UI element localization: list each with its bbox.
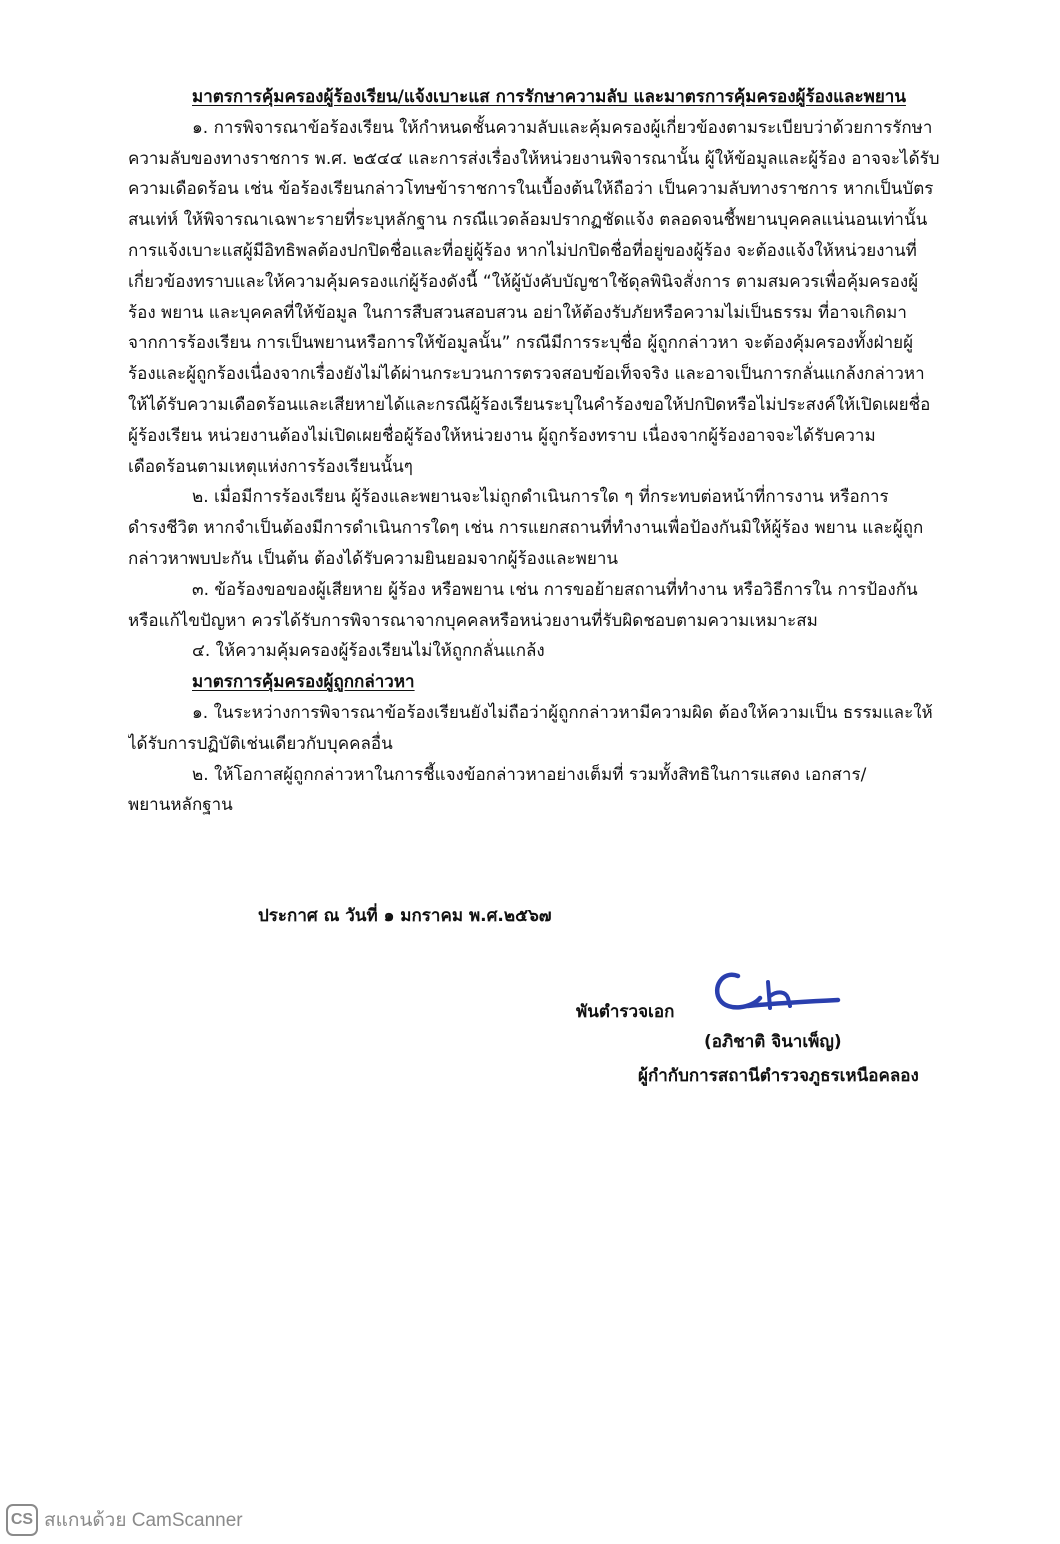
accused-section-1 [128,698,950,760]
section-4 [128,636,950,667]
signer-name: (อภิชาติ จินาเพ็ญ) [704,1032,842,1052]
section-1-line: สนเท่ห์ ให้พิจารณาเฉพาะรายที่ระบุหลักฐาน กรณีแวดล้อมปรากฏชัดแจ้ง ตลอดจนชี้พยานบุคคลแน่นอนเท่านั้น [128,210,928,231]
section-1-line: ความลับของทางราชการ พ.ศ. ๒๕๔๔ และการส่งเรื่องให้หน่วยงานพิจารณานั้น ผู้ให้ข้อมูลและผู้ร้อง อาจจะได้รับ [128,148,940,169]
main-heading: มาตรการคุ้มครองผู้ร้องเรียน/แจ้งเบาะแส การรักษาความลับ และมาตรการคุ้มครองผู้ร้องและพยาน [192,87,906,107]
document-body [128,82,950,821]
section-2-line: ดำรงชีวิต หากจำเป็นต้องมีการดำเนินการใดๆ เช่น การแยกสถานที่ทำงานเพื่อป้องกันมิให้ผู้ร้อง พยาน และผู้ถูก [128,518,924,539]
camscanner-watermark [6,1502,243,1538]
section-1-line: ความเดือดร้อน เช่น ข้อร้องเรียนกล่าวโทษข้าราชการในเบื้องต้นให้ถือว่า เป็นความลับทางราชการ หากเป็นบัตร [128,179,934,200]
accused-section-2-line: ๒. ให้โอกาสผู้ถูกกล่าวหาในการชี้แจงข้อกล่าวหาอย่างเต็มที่ รวมทั้งสิทธิในการแสดง เอกสาร/ [192,764,867,785]
section-3-line: ๓. ข้อร้องขอของผู้เสียหาย ผู้ร้อง หรือพยาน เช่น การขอย้ายสถานที่ทำงาน หรือวิธีการใน การป้องกัน [192,579,918,600]
section-1 [128,113,950,483]
section-1-line: เดือดร้อนตามเหตุแห่งการร้องเรียนนั้นๆ [128,456,413,477]
section-1-line: ๑. การพิจารณาข้อร้องเรียน ให้กำหนดชั้นความลับและคุ้มครองผู้เกี่ยวข้องตามระเบียบว่าด้วยการรักษา [192,117,933,138]
section-1-line: ผู้ร้องเรียน หน่วยงานต้องไม่เปิดเผยชื่อผู้ร้องให้หน่วยงาน ผู้ถูกร้องทราบ เนื่องจากผู้ร้องอาจจะได้รับความ [128,425,876,446]
sub-heading: มาตรการคุ้มครองผู้ถูกกล่าวหา [192,672,415,693]
section-1-line: ให้ได้รับความเดือดร้อนและเสียหายได้และกรณีผู้ร้องเรียนระบุในคำร้องขอให้ปกปิดหรือไม่ประสงค์ให้เปิดเผยชื่อ [128,394,931,415]
signature-block [576,962,996,1102]
section-3-line: หรือแก้ไขปัญหา ควรได้รับการพิจารณาจากบุคคลหรือหน่วยงานที่รับผิดชอบตามความเหมาะสม [128,610,818,631]
signer-title: ผู้กำกับการสถานีตำรวจภูธรเหนือคลอง [638,1066,919,1086]
camscanner-logo-icon: CS [6,1504,38,1536]
handwritten-signature [708,962,848,1032]
accused-section-2 [128,760,950,822]
signer-rank: พันตำรวจเอก [576,1002,675,1022]
section-1-line: เกี่ยวข้องทราบและให้ความคุ้มครองแก่ผู้ร้องดังนี้ “ให้ผู้บังคับบัญชาใช้ดุลพินิจสั่งการ ตามสมควรเพื่อคุ้มครองผู้ [128,271,919,292]
section-1-line: จากการร้องเรียน การเป็นพยานหรือการให้ข้อมูลนั้น” กรณีมีการระบุชื่อ ผู้ถูกกล่าวหา จะต้องคุ้มครองทั้งฝ่ายผู้ [128,333,914,354]
section-3 [128,575,950,637]
section-1-line: ร้องและผู้ถูกร้องเนื่องจากเรื่องยังไม่ได้ผ่านกระบวนการตรวจสอบข้อเท็จจริง และอาจเป็นการกลั่นแกล้งกล่าวหา [128,364,925,385]
watermark-text: สแกนด้วย CamScanner [44,1510,243,1531]
accused-section-2-line: พยานหลักฐาน [128,795,233,816]
accused-section-1-line: ได้รับการปฏิบัติเช่นเดียวกับบุคคลอื่น [128,733,393,754]
section-1-line: การแจ้งเบาะแสผู้มีอิทธิพลต้องปกปิดชื่อและที่อยู่ผู้ร้อง หากไม่ปกปิดชื่อที่อยู่ของผู้ร้อง จะต้องแจ้งให้หน่วยงานที่ [128,240,917,261]
section-4-line: ๔. ให้ความคุ้มครองผู้ร้องเรียนไม่ให้ถูกกลั่นแกล้ง [192,641,545,662]
accused-section-1-line: ๑. ในระหว่างการพิจารณาข้อร้องเรียนยังไม่ถือว่าผู้ถูกกล่าวหามีความผิด ต้องให้ความเป็น ธรรมและให้ [192,702,933,723]
section-2-line: ๒. เมื่อมีการร้องเรียน ผู้ร้องและพยานจะไม่ถูกดำเนินการใด ๆ ที่กระทบต่อหน้าที่การงาน หรือการ [192,487,889,508]
section-1-line: ร้อง พยาน และบุคคลที่ให้ข้อมูล ในการสืบสวนสอบสวน อย่าให้ต้องรับภัยหรือความไม่เป็นธรรม ที่อาจเกิดมา [128,302,907,323]
section-2-line: กล่าวหาพบปะกัน เป็นต้น ต้องได้รับความยินยอมจากผู้ร้องและพยาน [128,548,619,569]
section-2 [128,482,950,574]
announcement-date: ประกาศ ณ วันที่ ๑ มกราคม พ.ศ.๒๕๖๗ [258,906,552,926]
